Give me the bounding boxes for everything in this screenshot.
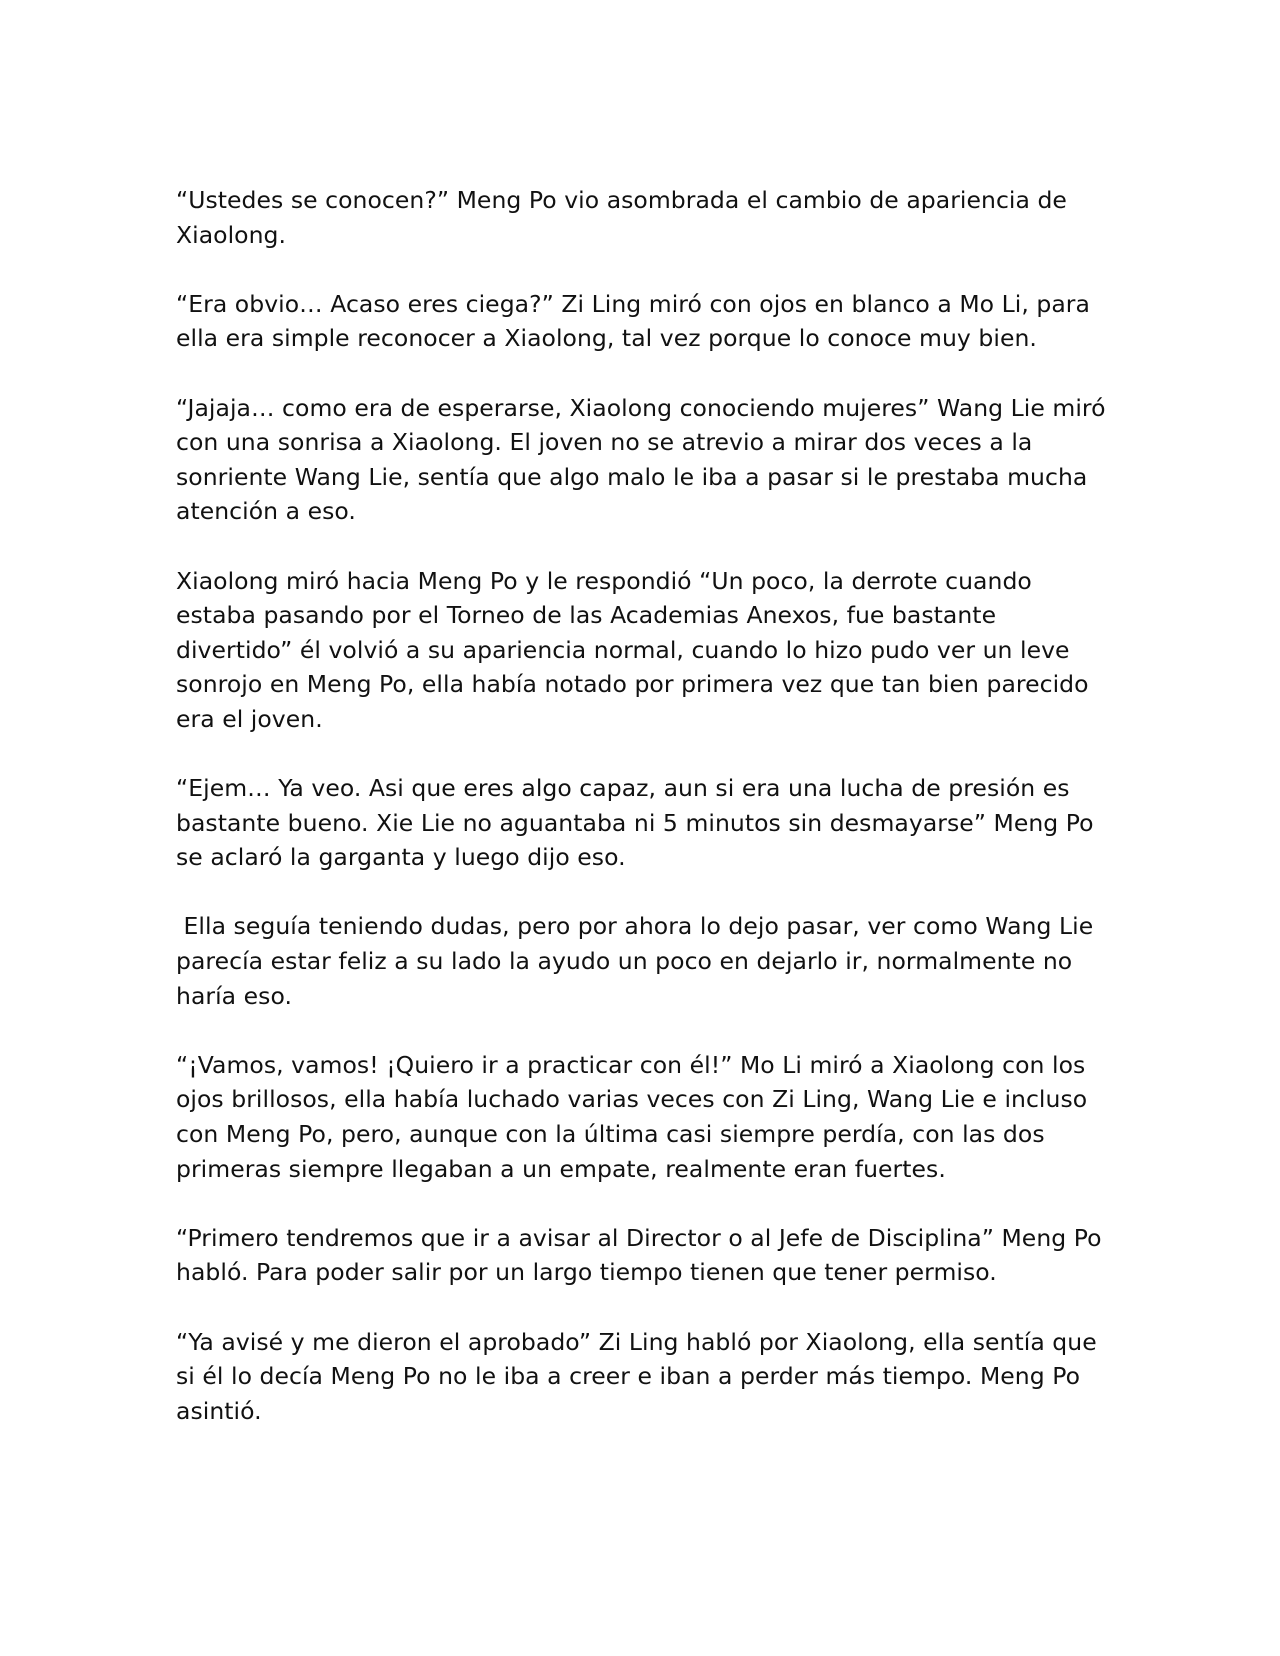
paragraph-4: Xiaolong miró hacia Meng Po y le respondió “Un poco, la derrote cuando estaba pasando por el Torneo de las Academias Anexos, fue bastante divertido” él volvió a su apariencia normal, cuando lo hizo pudo ver un leve sonrojo en Meng Po, ella había notado por primera vez que tan bien parecido era el joven. bbox=[176, 566, 1089, 733]
paragraph-9: “Ya avisé y me dieron el aprobado” Zi Ling habló por Xiaolong, ella sentía que si él lo decía Meng Po no le iba a creer e iban a perder más tiempo. Meng Po asintió. bbox=[176, 1327, 1097, 1425]
paragraph-1: “Ustedes se conocen?” Meng Po vio asombrada el cambio de apariencia de Xiaolong. bbox=[176, 186, 1067, 249]
paragraph-5: “Ejem… Ya veo. Asi que eres algo capaz, aun si era una lucha de presión es bastante bueno. Xie Lie no aguantaba ni 5 minutos sin desmayarse” Meng Po se aclaró la garganta y luego dijo eso. bbox=[176, 774, 1094, 872]
paragraph-8: “Primero tendremos que ir a avisar al Director o al Jefe de Disciplina” Meng Po habló. Para poder salir por un largo tiempo tienen que tener permiso. bbox=[176, 1223, 1102, 1287]
paragraph-2: “Era obvio… Acaso eres ciega?” Zi Ling miró con ojos en blanco a Mo Li, para ella era simple reconocer a Xiaolong, tal vez porque lo conoce muy bien. bbox=[176, 289, 1090, 353]
paragraph-7: “¡Vamos, vamos! ¡Quiero ir a practicar con él!” Mo Li miró a Xiaolong con los ojos brillosos, ella había luchado varias veces con Zi Ling, Wang Lie e incluso con Meng Po, pero, aunque con la última casi siempre perdía, con las dos primeras siempre llegaban a un empate, realmente eran fuertes. bbox=[176, 1050, 1088, 1183]
paragraph-3: “Jajaja… como era de esperarse, Xiaolong conociendo mujeres” Wang Lie miró con una sonrisa a Xiaolong. El joven no se atrevio a mirar dos veces a la sonriente Wang Lie, sentía que algo malo le iba a pasar si le prestaba mucha atención a eso. bbox=[176, 393, 1106, 526]
document-body bbox=[176, 183, 1116, 1463]
paragraph-6: Ella seguía teniendo dudas, pero por ahora lo dejo pasar, ver como Wang Lie parecía estar feliz a su lado la ayudo un poco en dejarlo ir, normalmente no haría eso. bbox=[176, 912, 1101, 1010]
